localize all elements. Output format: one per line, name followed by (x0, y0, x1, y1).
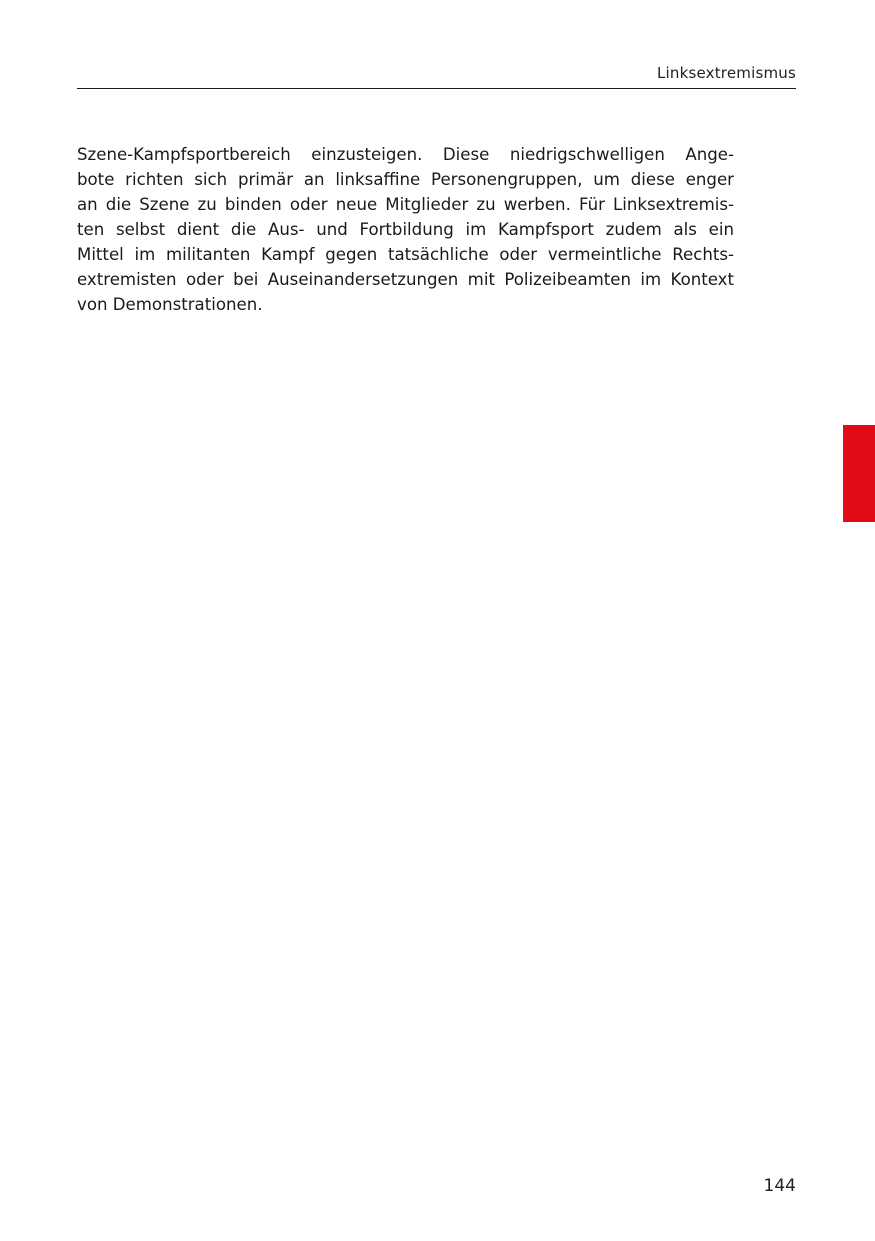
paragraph-line: Mittel im militanten Kampf gegen tatsächliche oder vermeintliche Rechts- (77, 245, 734, 264)
paragraph-line: an die Szene zu binden oder neue Mitglieder zu werben. Für Linksextremis- (77, 195, 734, 214)
paragraph-line: ten selbst dient die Aus- und Fortbildung im Kampfsport zudem als ein (77, 220, 734, 239)
body-paragraph (77, 142, 734, 317)
chapter-thumb-tab (843, 425, 875, 522)
running-header: Linksextremismus (656, 64, 796, 82)
paragraph-line: extremisten oder bei Auseinandersetzungen mit Polizeibeamten im Kontext (77, 270, 734, 289)
header-rule (77, 88, 796, 89)
paragraph-line: Szene-Kampfsportbereich einzusteigen. Diese niedrigschwelligen Ange- (77, 145, 734, 164)
paragraph-line: von Demonstrationen. (77, 295, 263, 314)
paragraph-line: bote richten sich primär an linksaffine Personengruppen, um diese enger (77, 170, 734, 189)
page-number: 144 (763, 1176, 796, 1196)
